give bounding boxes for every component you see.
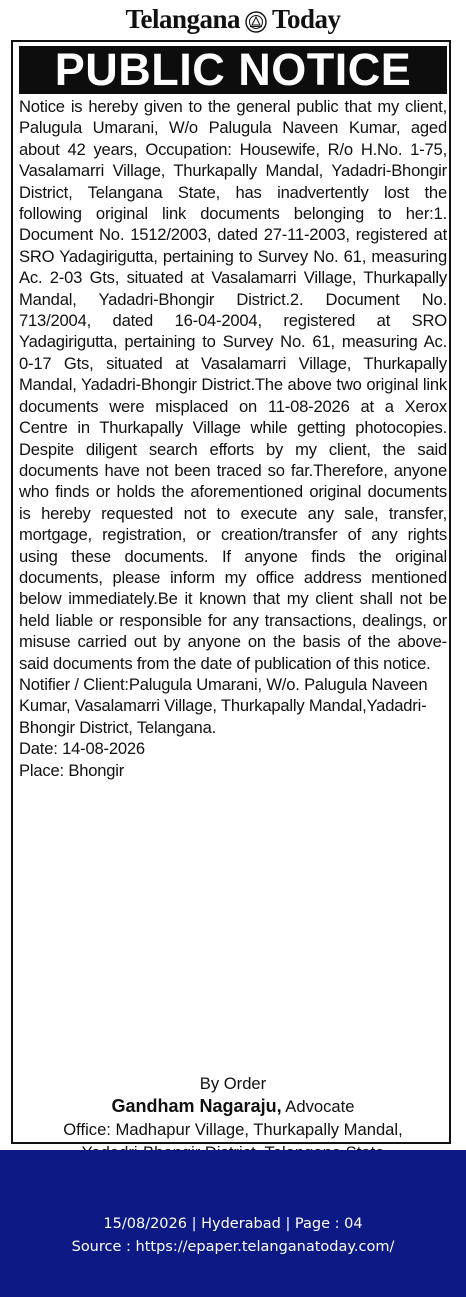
notice-notifier: Notifier / Client:Palugula Umarani, W/o. Palugula Naveen Kumar, Vasalamarri Village, Thurkapally Mandal,Yadadri-Bhongir District, Telangana. xyxy=(19,674,428,737)
footer-source-link[interactable]: Source : https://epaper.telanganatoday.com/ xyxy=(71,1239,395,1255)
advocate-line xyxy=(19,1095,447,1118)
newspaper-masthead xyxy=(0,0,466,38)
notice-place: Place: Bhongir xyxy=(19,760,125,780)
masthead-title-left: Telangana xyxy=(125,3,240,34)
source-footer xyxy=(0,1150,466,1297)
by-order-label: By Order xyxy=(199,1074,267,1093)
notice-body xyxy=(19,96,447,781)
notice-date: Date: 14-08-2026 xyxy=(19,739,145,759)
state-emblem-icon xyxy=(245,9,267,31)
notice-paragraph: Notice is hereby given to the general public that my client, Palugula Umarani, W/o Palugula Naveen Kumar, aged about 42 years, Occupation: Housewife, R/o H.No. 1-75, Vasalamarri Village, Thurkapally Mandal, Yadadri-Bhongir District, Telangana State, has inadvertently lost the following original link documents belonging to her:1. Document No. 1512/2003, dated 27-11-2003, registered at SRO Yadagirigutta, pertaining to Survey No. 61, measuring Ac. 2-03 Gts, situated at Vasalamarri Village, Thurkapally Mandal, Yadadri-Bhongir District.2. Document No. 713/2004, dated 16-04-2004, registered at SRO Yadagirigutta, pertaining to Survey No. 61, measuring Ac. 0-17 Gts, situated at Vasalamarri Village, Thurkapally Mandal, Yadadri-Bhongir District.The above two original link documents were misplaced on 11-08-2026 at a Xerox Centre in Thurkapally Village while getting photocopies. Despite diligent search efforts by my client, the said documents have not been traced so far.Therefore, anyone who finds or holds the aforementioned original documents is hereby requested not to execute any sale, transfer, mortgage, registration, or creation/transfer of any rights using these documents. If anyone finds the original documents, please inform my office address mentioned below immediately.Be it known that my client shall not be held liable or responsible for any transactions, dealings, or misuse carried out by anyone on the basis of the above-said documents from the date of publication of this notice. xyxy=(19,97,447,673)
masthead-title-right: Today xyxy=(272,3,341,34)
notice-headline: PUBLIC NOTICE xyxy=(19,46,447,94)
office-address-line1: Office: Madhapur Village, Thurkapally Mandal, xyxy=(63,1120,403,1139)
advocate-role: Advocate xyxy=(285,1097,355,1116)
footer-edition-info: 15/08/2026 | Hyderabad | Page : 04 xyxy=(103,1216,363,1232)
advocate-name: Gandham Nagaraju, xyxy=(111,1096,282,1116)
